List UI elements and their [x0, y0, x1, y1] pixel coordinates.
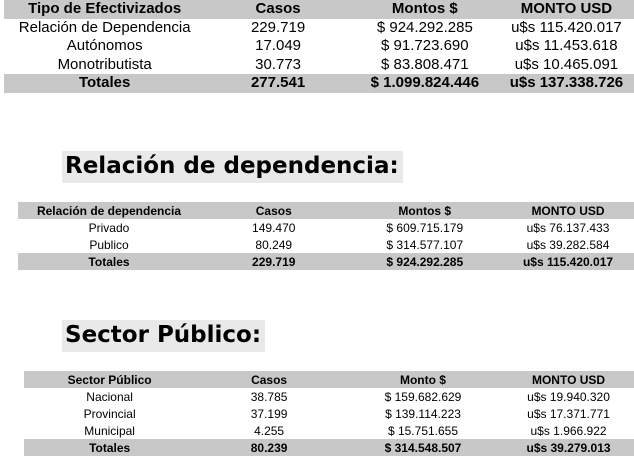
cell: u$s 137.338.726: [499, 74, 634, 93]
header-cell: Sector Público: [24, 371, 195, 388]
cell: 4.255: [254, 423, 285, 438]
header-cell: MONTO USD: [502, 202, 634, 219]
cell: Publico: [89, 237, 129, 252]
cell: Relación de Dependencia: [18, 18, 191, 36]
cell: 17.049: [255, 37, 302, 55]
cell: Autónomos: [66, 37, 143, 55]
cell: Privado: [88, 220, 130, 235]
section-heading: Sector Público:: [62, 320, 265, 352]
cell: u$s 76.137.433: [526, 220, 610, 235]
cell: $ 159.682.629: [384, 389, 462, 404]
table-row: [4, 19, 634, 38]
cell: $ 83.808.471: [381, 55, 469, 73]
table-header-row: [4, 0, 634, 19]
table-row: [24, 422, 634, 439]
cell: u$s 11.453.618: [515, 37, 618, 55]
cell: u$s 17.371.771: [527, 406, 610, 421]
table-header-row: [18, 202, 634, 219]
table-row: [18, 219, 634, 236]
table-row: [4, 56, 634, 75]
totals-row: [4, 74, 634, 93]
cell: Totales: [18, 253, 200, 270]
header-cell: Casos: [205, 0, 350, 19]
table-row: [18, 236, 634, 253]
cell: u$s 39.279.013: [503, 439, 634, 456]
cell: Nacional: [86, 389, 133, 404]
cell: $ 139.114.223: [385, 406, 461, 421]
cell: 229.719: [200, 253, 348, 270]
cell: Totales: [24, 439, 195, 456]
cell: $ 924.292.285: [348, 253, 503, 270]
cell: u$s 115.420.017: [502, 253, 634, 270]
section-heading: Relación de dependencia:: [62, 151, 403, 183]
cell: 80.249: [255, 237, 293, 252]
cell: $ 609.715.179: [386, 220, 464, 235]
cell: u$s 39.282.584: [526, 237, 610, 252]
cell: 277.541: [205, 74, 350, 93]
cell: u$s 1.966.922: [530, 423, 607, 438]
cell: Provincial: [83, 406, 136, 421]
header-cell: Relación de dependencia: [18, 202, 200, 219]
cell: 229.719: [250, 18, 306, 36]
cell: Monotributista: [57, 55, 152, 73]
header-cell: Tipo de Efectivizados: [4, 0, 205, 19]
cell: Totales: [4, 74, 205, 93]
table-row: [24, 405, 634, 422]
cell: 38.785: [250, 389, 288, 404]
header-cell: Montos $: [351, 0, 499, 19]
table-header-row: [24, 371, 634, 388]
cell: Municipal: [84, 423, 135, 438]
cell: 37.199: [250, 406, 288, 421]
efectivizados-table: [4, 0, 634, 93]
header-cell: Monto $: [343, 371, 503, 388]
cell: 149.470: [252, 220, 296, 235]
header-cell: MONTO USD: [503, 371, 634, 388]
cell: $ 1.099.824.446: [351, 74, 499, 93]
cell: $ 924.292.285: [376, 18, 473, 36]
cell: $ 91.723.690: [381, 37, 469, 55]
sector-publico-table: [24, 371, 634, 456]
cell: $ 314.577.107: [386, 237, 464, 252]
relacion-dependencia-table: [18, 202, 634, 270]
table-row: [4, 37, 634, 56]
header-cell: Casos: [200, 202, 348, 219]
header-cell: Montos $: [348, 202, 503, 219]
header-cell: Casos: [195, 371, 343, 388]
totals-row: [24, 439, 634, 456]
cell: u$s 19.940.320: [527, 389, 610, 404]
cell: u$s 10.465.091: [514, 55, 619, 73]
header-cell: MONTO USD: [499, 0, 634, 19]
cell: $ 15.751.655: [387, 423, 459, 438]
cell: 80.239: [195, 439, 343, 456]
cell: 30.773: [255, 55, 302, 73]
cell: $ 314.548.507: [343, 439, 503, 456]
totals-row: [18, 253, 634, 270]
table-row: [24, 388, 634, 405]
cell: u$s 115.420.017: [511, 18, 622, 36]
